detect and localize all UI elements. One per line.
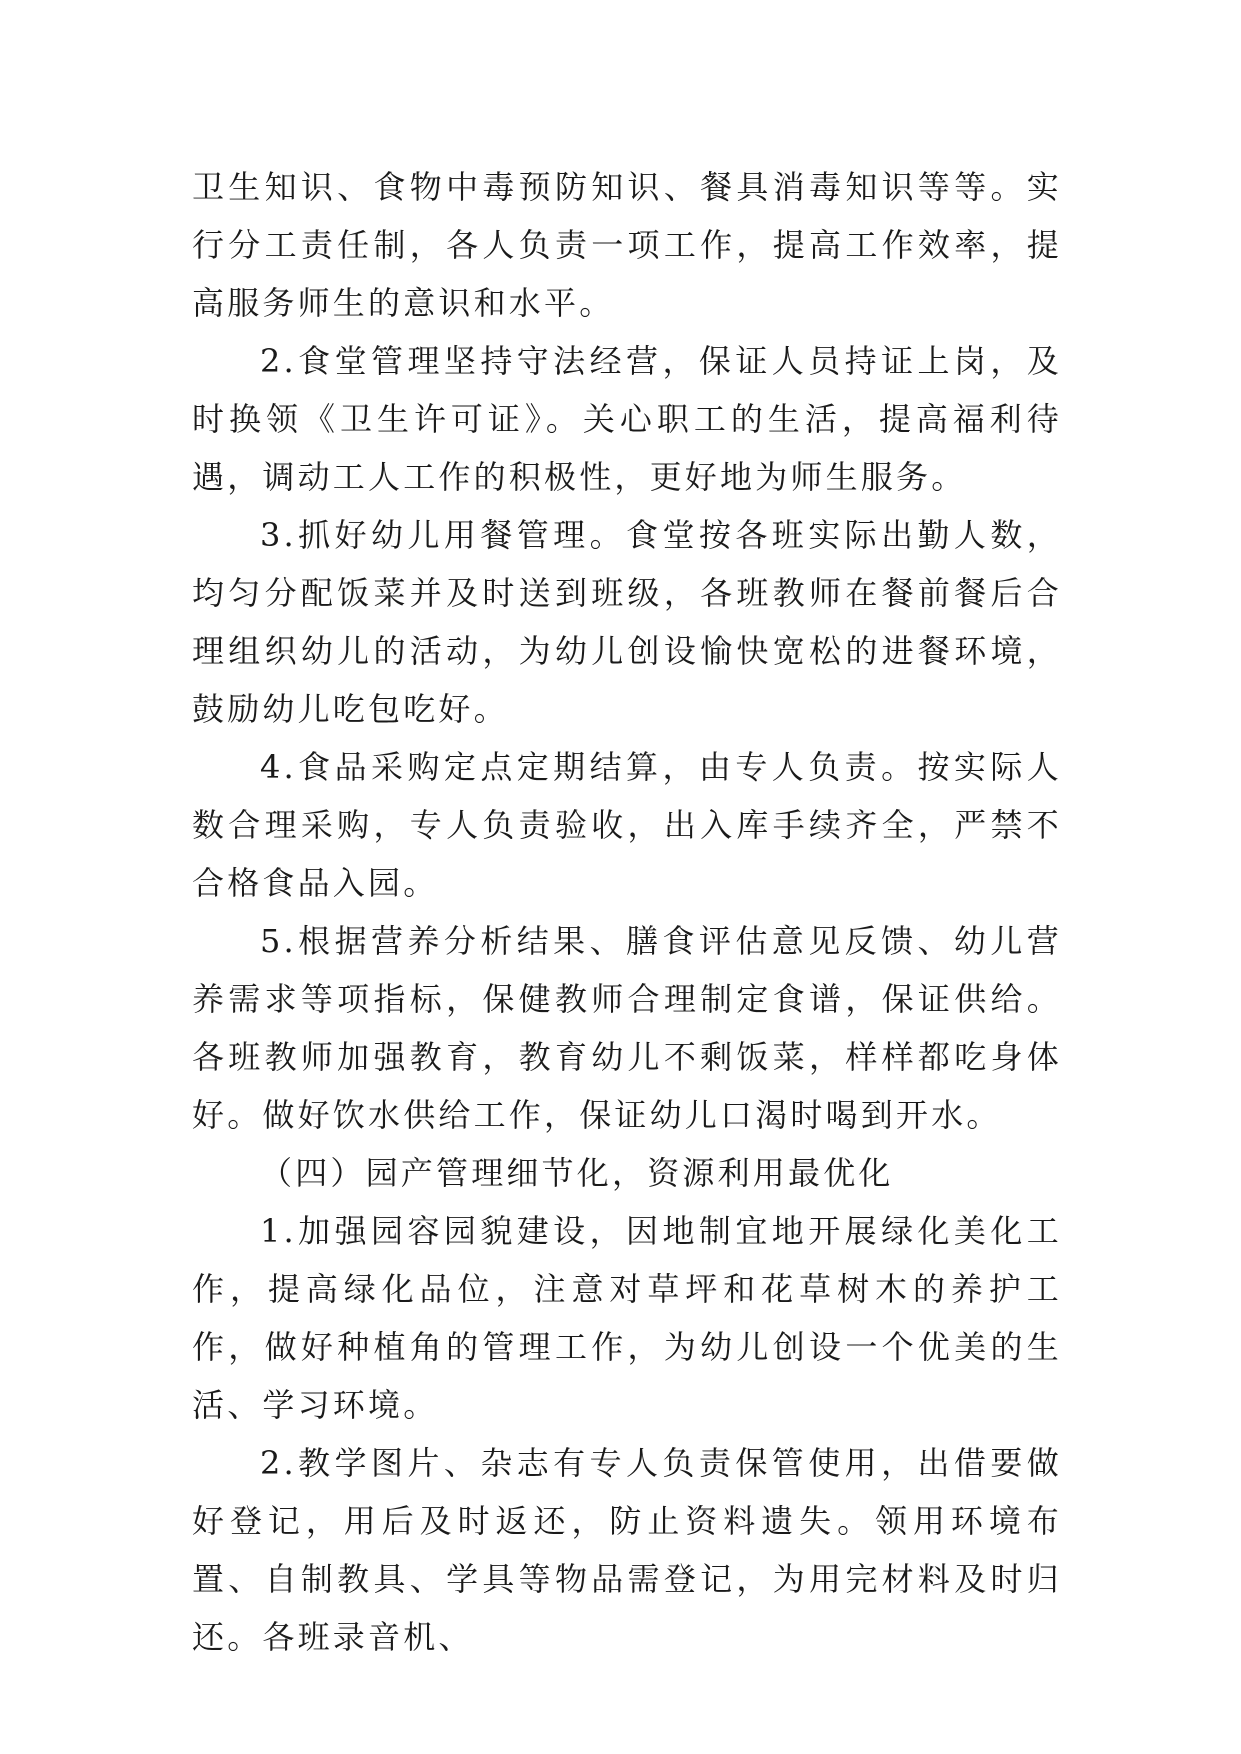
paragraph-nutrition: 5.根据营养分析结果、膳食评估意见反馈、幼儿营养需求等项指标，保健教师合理制定食谱，保证供给。各班教师加强教育，教育幼儿不剩饭菜，样样都吃身体好。做好饮水供给工作，保证幼儿口渴时喝到开水。 xyxy=(192,922,1062,1134)
paragraph-hygiene-training: 卫生知识、食物中毒预防知识、餐具消毒知识等等。实行分工责任制，各人负责一项工作，提高工作效率，提高服务师生的意识和水平。 xyxy=(192,168,1062,322)
paragraph-child-meals: 3.抓好幼儿用餐管理。食堂按各班实际出勤人数，均匀分配饭菜并及时送到班级，各班教师在餐前餐后合理组织幼儿的活动，为幼儿创设愉快宽松的进餐环境，鼓励幼儿吃包吃好。 xyxy=(192,516,1062,728)
document-body xyxy=(192,158,1062,1666)
paragraph-canteen-management: 2.食堂管理坚持守法经营，保证人员持证上岗，及时换领《卫生许可证》。关心职工的生活，提高福利待遇，调动工人工作的积极性，更好地为师生服务。 xyxy=(192,342,1062,496)
paragraph-teaching-materials: 2.教学图片、杂志有专人负责保管使用，出借要做好登记，用后及时返还，防止资料遗失。领用环境布置、自制教具、学具等物品需登记，为用完材料及时归还。各班录音机、 xyxy=(192,1444,1062,1656)
section-heading-property-management: （四）园产管理细节化，资源利用最优化 xyxy=(260,1154,894,1192)
paragraph-food-purchase: 4.食品采购定点定期结算，由专人负责。按实际人数合理采购，专人负责验收，出入库手续齐全，严禁不合格食品入园。 xyxy=(192,748,1062,902)
paragraph-greening: 1.加强园容园貌建设，因地制宜地开展绿化美化工作，提高绿化品位，注意对草坪和花草树木的养护工作，做好种植角的管理工作，为幼儿创设一个优美的生活、学习环境。 xyxy=(192,1212,1062,1424)
